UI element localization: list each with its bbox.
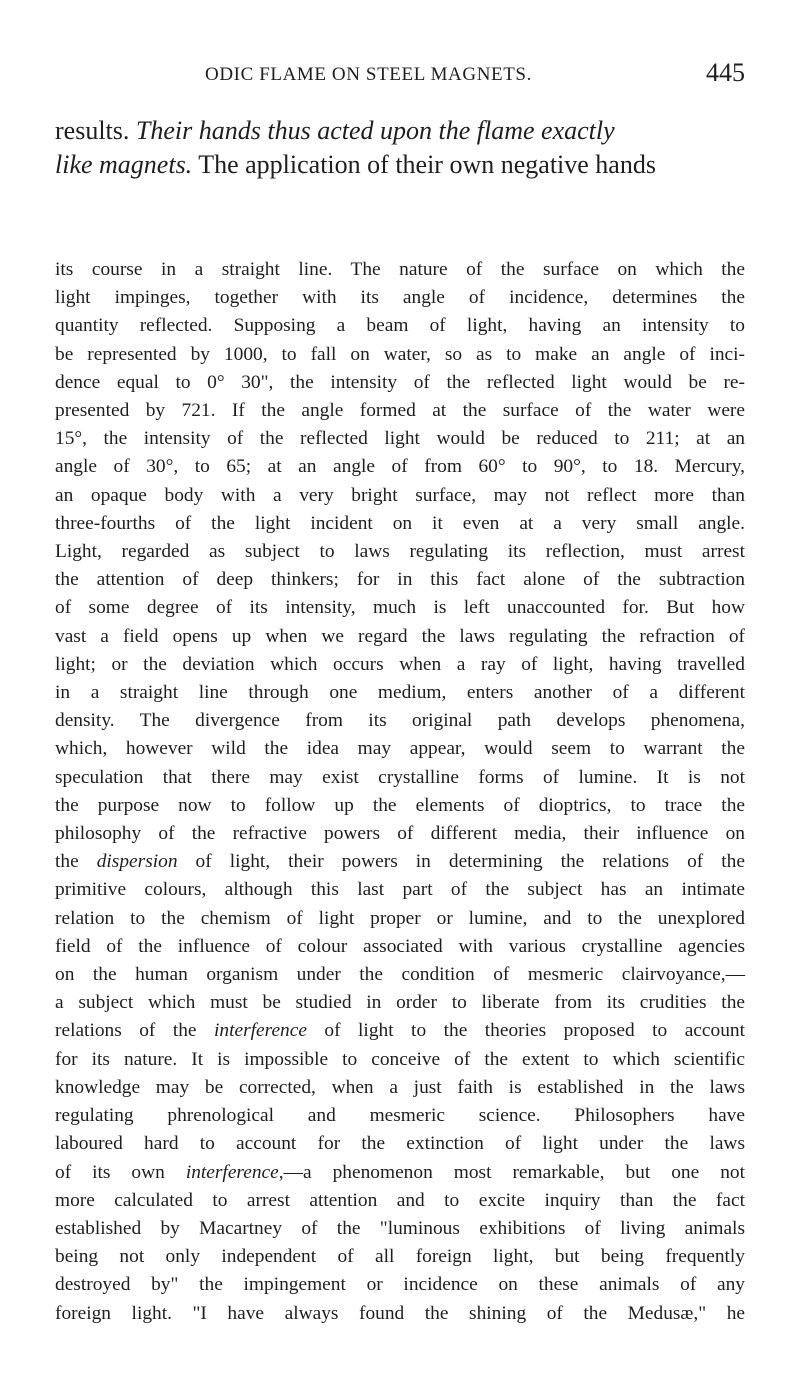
text-line: vast a field opens up when we regard the laws regulating the refraction of [55,625,745,647]
text-line: be represented by 1000, to fall on water, so as to make an angle of inci- [55,343,745,365]
page-header [205,58,745,94]
italic-text: interference [185,1161,279,1183]
text-line: in a straight line through one medium, enters another of a different [55,682,745,704]
lead-paragraph [55,114,740,182]
text-line: its course in a straight line. The nature of the surface on which the [55,259,745,280]
text-line: relations of the interference of light to the theories proposed to account [55,1020,745,1042]
text-line: of its own interference,—a phenomenon most remarkable, but one not [55,1161,745,1183]
text-line: angle of 30°, to 65; at an angle of from 60° to 90°, to 18. Mercury, [55,456,745,478]
text-line: density. The divergence from its original path develops phenomena, [55,710,745,732]
text-line: primitive colours, although this last part of the subject has an intimate [55,879,745,901]
text-line: an opaque body with a very bright surface, may not reflect more than [55,484,745,506]
text-line: which, however wild the idea may appear, would seem to warrant the [55,738,745,760]
text-line: being not only independent of all foreign light, but being frequently [55,1246,745,1268]
text-line: light impinges, together with its angle of incidence, determines the [55,287,745,309]
text-line: 15°, the intensity of the reflected light would be reduced to 211; at an [55,428,745,450]
text-line: foreign light. "I have always found the shining of the Medusæ," he [55,1302,745,1324]
text-line: for its nature. It is impossible to conceive of the extent to which scientific [55,1048,745,1070]
text-line: philosophy of the refractive powers of different media, their influence on [55,823,745,845]
text-line: quantity reflected. Supposing a beam of light, having an intensity to [55,315,745,337]
text-line: a subject which must be studied in order to liberate from its crudities the [55,992,745,1014]
text-line: the dispersion of light, their powers in determining the relations of the [55,851,745,873]
text-line: laboured hard to account for the extinction of light under the laws [55,1133,745,1155]
text-line: on the human organism under the condition of mesmeric clairvoyance,— [55,964,745,986]
text-line: field of the influence of colour associated with various crystalline agencies [55,935,745,957]
body-paragraph [55,256,745,1328]
text-line: light; or the deviation which occurs when a ray of light, having travelled [55,653,745,675]
text-line: speculation that there may exist crystalline forms of lumine. It is not [55,766,745,788]
text-line: like magnets. The application of their own negative hands [55,150,656,179]
page-number: 445 [706,58,745,87]
italic-text: dispersion [96,851,178,873]
text-line: the attention of deep thinkers; for in this fact alone of the subtraction [55,569,745,591]
text-line: relation to the chemism of light proper or lumine, and to the unexplored [55,907,745,929]
text-line: results. Their hands thus acted upon the flame exactly [55,116,615,145]
italic-text: like magnets. [55,150,193,179]
text-line: of some degree of its intensity, much is left unaccounted for. But how [55,597,745,619]
text-line: regulating phrenological and mesmeric science. Philosophers have [55,1105,745,1127]
text-line: destroyed by" the impingement or incidence on these animals of any [55,1274,745,1296]
text-line: presented by 721. If the angle formed at the surface of the water were [55,400,745,422]
text-line: three-fourths of the light incident on it even at a very small angle. [55,512,745,534]
text-line: Light, regarded as subject to laws regulating its reflection, must arrest [55,541,745,563]
text-line: established by Macartney of the "luminous exhibitions of living animals [55,1217,745,1239]
text-line: the purpose now to follow up the elements of dioptrics, to trace the [55,794,745,816]
text-line: knowledge may be corrected, when a just faith is established in the laws [55,1076,745,1098]
text-line: more calculated to arrest attention and to excite inquiry than the fact [55,1189,745,1211]
italic-text: interference [214,1020,307,1042]
italic-text: Their hands thus acted upon the flame exactly [135,116,615,145]
text-line: dence equal to 0° 30", the intensity of the reflected light would be re- [55,371,745,393]
running-title: ODIC FLAME ON STEEL MAGNETS. [205,64,532,85]
